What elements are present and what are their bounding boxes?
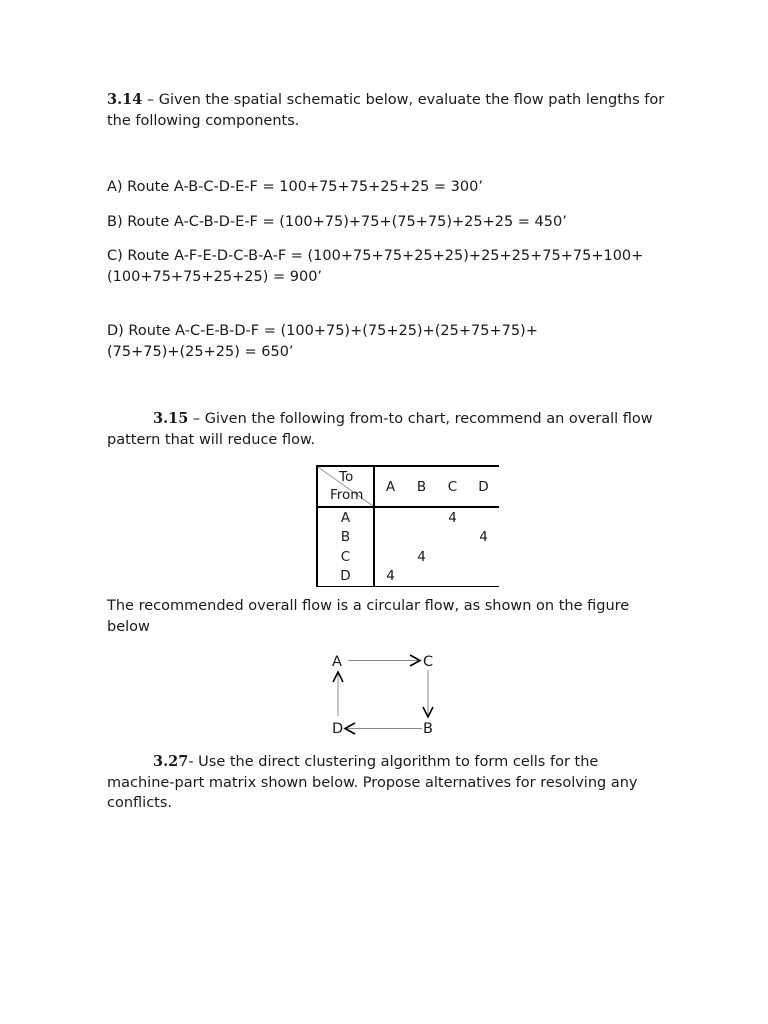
node-a-label: A xyxy=(332,654,342,670)
column-header: B xyxy=(406,466,437,507)
table-cell: 4 xyxy=(448,509,457,526)
table-cell xyxy=(406,528,437,548)
corner-to-label: To xyxy=(339,469,354,485)
table-row xyxy=(317,507,499,528)
column-header: D xyxy=(468,466,499,507)
table-cell xyxy=(437,567,468,587)
corner-from-label: From xyxy=(330,487,364,503)
table-cell xyxy=(374,528,406,548)
column-header: A xyxy=(374,466,406,507)
question-3-14 xyxy=(107,90,667,131)
row-header: A xyxy=(317,507,374,528)
question-prompt: – Given the spatial schematic below, evaluate the flow path lengths for the following components. xyxy=(107,92,665,129)
table-cell xyxy=(374,547,406,567)
answer-b: B) Route A-C-B-D-E-F = (100+75)+75+(75+75)+25+25 = 450’ xyxy=(107,214,567,230)
table-cell xyxy=(468,547,499,567)
question-prompt: - Use the direct clustering algorithm to form cells for the machine-part matrix shown below. Propose alternatives for resolving any conflicts. xyxy=(107,754,638,811)
row-header: D xyxy=(317,567,374,587)
table-cell xyxy=(437,547,468,567)
table-cell xyxy=(468,507,499,528)
question-3-27 xyxy=(107,752,662,814)
table-cell: 4 xyxy=(479,529,488,546)
table-cell xyxy=(437,528,468,548)
answer-c: C) Route A-F-E-D-C-B-A-F = (100+75+75+25+25)+25+25+75+75+100+(100+75+75+25+25) = 900’ xyxy=(107,248,644,285)
table-row xyxy=(317,528,499,548)
question-number: 3.27 xyxy=(153,753,189,770)
row-header: B xyxy=(317,528,374,548)
column-header: C xyxy=(437,466,468,507)
question-prompt: – Given the following from-to chart, recommend an overall flow pattern that will reduce flow. xyxy=(107,411,653,448)
node-c-label: C xyxy=(423,654,434,670)
table-corner-cell xyxy=(317,466,374,507)
table-cell xyxy=(406,567,437,587)
answer-a: A) Route A-B-C-D-E-F = 100+75+75+25+25 = 300’ xyxy=(107,179,483,195)
answer-3-15: The recommended overall flow is a circular flow, as shown on the figure below xyxy=(107,598,630,635)
table-cell xyxy=(406,507,437,528)
node-d-label: D xyxy=(332,721,344,737)
question-3-15 xyxy=(107,409,657,450)
question-number: 3.15 xyxy=(153,410,189,427)
table-cell xyxy=(374,507,406,528)
from-to-chart xyxy=(316,465,499,587)
row-header: C xyxy=(317,547,374,567)
table-cell: 4 xyxy=(417,548,426,565)
circular-flow-diagram xyxy=(320,648,450,743)
table-cell xyxy=(468,567,499,587)
question-number: 3.14 xyxy=(107,91,143,108)
answer-d: D) Route A-C-E-B-D-F = (100+75)+(75+25)+(25+75+75)+(75+75)+(25+25) = 650’ xyxy=(107,323,538,360)
table-row xyxy=(317,567,499,587)
table-row xyxy=(317,547,499,567)
table-cell: 4 xyxy=(374,567,406,587)
node-b-label: B xyxy=(423,721,433,737)
